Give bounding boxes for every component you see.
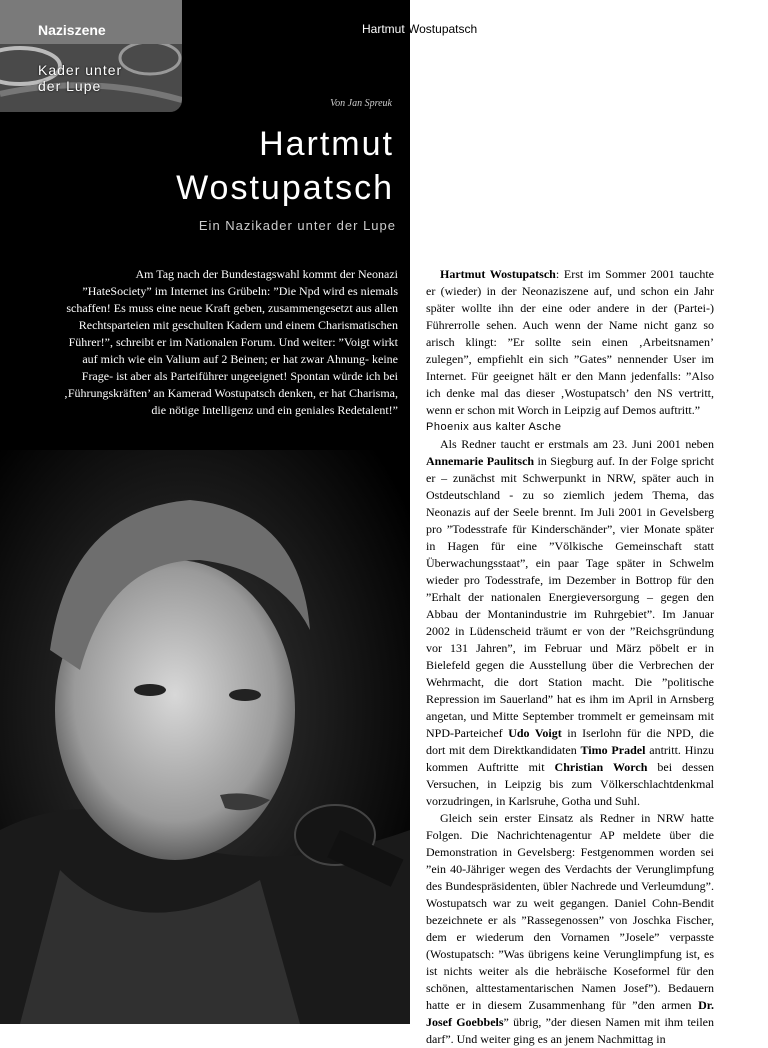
section-tab (0, 0, 182, 112)
section-tab-header (0, 0, 182, 44)
running-head: Hartmut Wostupatsch (362, 22, 478, 36)
article-title: Hartmut Wostupatsch (176, 125, 394, 207)
section-subtitle: Kader unter der Lupe (38, 62, 123, 94)
paragraph-1: Hartmut Wostupatsch: Erst im Sommer 2001 tauchte er (wieder) in der Neonaziszene auf, und schon ein Jahr später wollte ihn der eine oder andere in der (Partei-) Führerrolle sehen. Auch wenn der Name nicht ganz so arisch klingt: ”Er sollte sein einen ‚Arbeitsnamen’ zulegen”, empfiehlt ein sich ”Gates” nennender User im Internet. Für geeignet hält er den Mann jedenfalls: ”Also ich denke mal das dieser ‚Wostupatsch’ den NS vertritt, wenn er schon mit Worch in Leipzig auf Demos auftritt.” (426, 267, 714, 417)
article-subtitle: Ein Nazikader unter der Lupe (198, 218, 396, 233)
paragraph-2: Als Redner taucht er erstmals am 23. Juni 2001 neben Annemarie Paulitsch in Siegburg auf. In der Folge spricht er – zunächst mit Schwerpunkt in NRW, später auch in Ostdeutschland - zu so ziemlich jedem Thema, das Neonazis auf der Seele brennt. Im Juli 2001 in Gevelsberg pro ”Todesstrafe für Kinderschänder”, vier Monate später in Hagen für eine ”Völkische Gemeinschaft statt Überwachungsstaat”, ein paar Tage später in Schwelm wieder pro Todesstrafe, im Dezember in Bottrop für den ”Erhalt der nationalen Energieversorgung – gegen den Abbau der Montanindustrie im Ruhrgebiet”. Im Januar 2002 in Lüdenscheid träumt er von der ”Reichsgründung vor 131 Jahren”, im Februar und März pöbelt er in Bielefeld gegen die Ausstellung über die Verbrechen der Wehrmacht, die dort Station macht. Die ”politische Repression im Sauerland” hat es ihm im April in Arnsberg angetan, und Mitte September trommelt er gemeinsam mit NPD-Parteichef Udo Voigt in Iserlohn für die NPD, die dort mit dem Direktkandidaten Timo Pradel antritt. Hinzu kommen Auftritte mit Christian Worch bei dessen Versuchen, in Leipzig bis zum Völkerschlachtdenkmal vorzudringen, in Karlsruhe, Gotha und Suhl. (426, 437, 715, 808)
paragraph-3: Gleich sein erster Einsatz als Redner in NRW hatte Folgen. Die Nachrichtenagentur AP meldete über die Demonstration in Gevelsberg: Festgenommen worden sei ”ein 40-Jähriger wegen des Verdachts der Verunglimpfung des Bundespräsidenten, übler Nachrede und Verleumdung”. Wostupatsch war zu weit gegangen. Daniel Cohn-Bendit bezeichnete er als ”Rassegenossen” von Joschka Fischer, dem er wiederum den Vornamen ”Josele” verpasste (Wostupatsch: ”Was übrigens keine Verunglimpfung ist, es ist nichts weiter als die hebräische Koseformel für den schönen, alttestamentarischen Namen Josef”). Bedauern hatte er in diesem Zusammenhang für ”den armen Dr. Josef Goebbels” übrig, ”der diesen Namen mit ihm teilen darf”. Und weiter ging es an jenem Nachmittag in (426, 811, 714, 1046)
lead-paragraph: Am Tag nach der Bundestagswahl kommt der Neonazi ”HateSociety” im Internet ins Grübeln: ”Die Npd wird es niemals schaffen! Es muss eine neue Kraft geben, zusammengesetzt aus allen Rechtsparteien mit geschulten Kadern und einem Charismatischen Führer!”, schreibt er im Nationalen Forum. Und weiter: ”Voigt wirkt auf mich wie ein Valium auf 2 Beinen; er hat zwar Ahnung- keine Frage- ist aber als Parteiführer ungeeignet! Spontan würde ich bei ‚Führungskräften’ an Kamerad Wostupatsch denken, er hat Charisma, die nötige Intelligenz und ein geniales Redetalent!” (63, 267, 398, 417)
section-heading: Phoenix aus kalter Asche (426, 421, 562, 433)
portrait-photo (0, 450, 410, 1024)
section-label: Naziszene (38, 22, 106, 38)
body-column (426, 266, 714, 1048)
byline: Von Jan Spreuk (330, 98, 392, 109)
